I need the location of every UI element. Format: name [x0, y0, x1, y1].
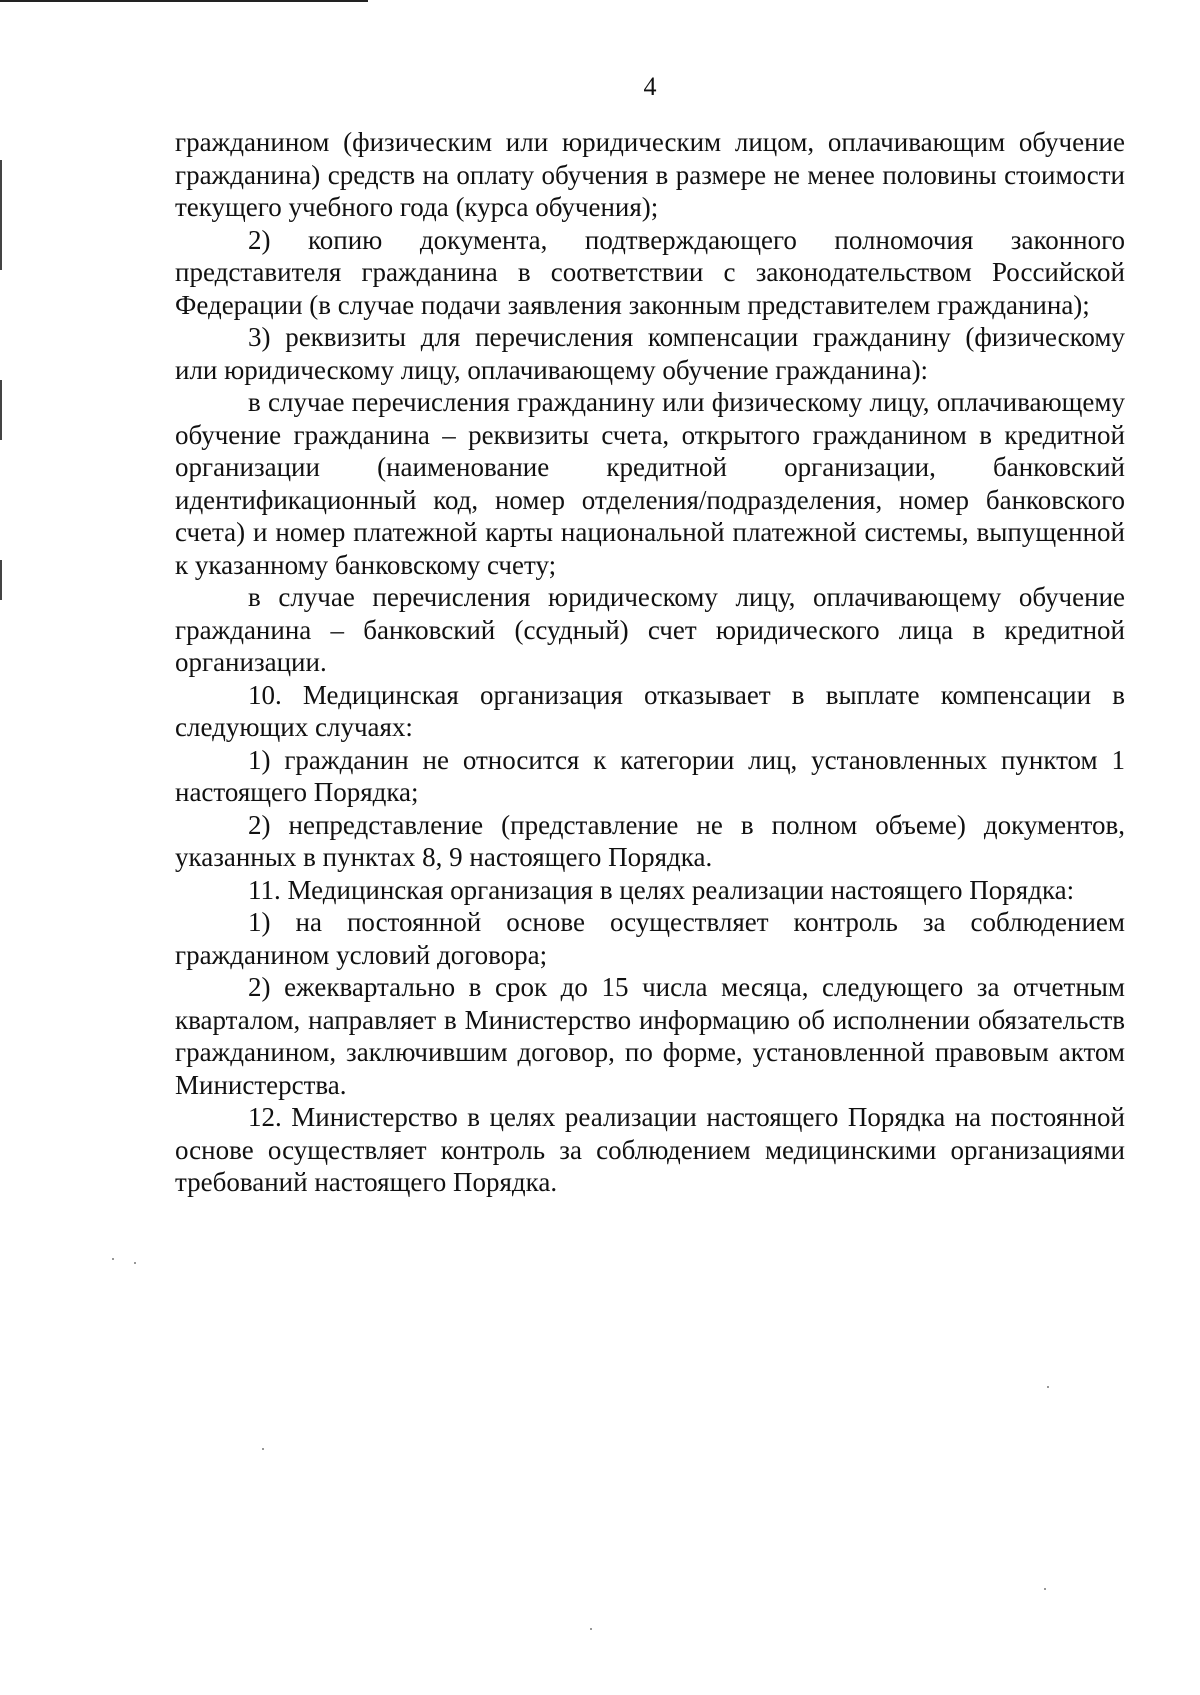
paragraph: 2) непредставление (представление не в полном объеме) документов, указанных в пунктах 8, 9 настоящего Порядка. [175, 809, 1125, 872]
paragraph: 2) копию документа, подтверждающего полномочия законного представителя гражданина в соответствии с законодательством Российской Федерации (в случае подачи заявления законным представителем гражданина); [175, 224, 1125, 320]
paragraph: 12. Министерство в целях реализации настоящего Порядка на постоянной основе осуществляет контроль за соблюдением медицинскими организациями требований настоящего Порядка. [175, 1102, 1125, 1197]
paragraph: 11. Медицинская организация в целях реализации настоящего Порядка: [248, 874, 1075, 905]
scan-speck [1044, 1588, 1046, 1590]
paragraph: 3) реквизиты для перечисления компенсации гражданину (физическому или юридическому лицу, оплачивающему обучение гражданина): [175, 322, 1125, 385]
paragraph: 10. Медицинская организация отказывает в выплате компенсации в следующих случаях: [175, 679, 1125, 742]
paragraph: 1) гражданин не относится к категории лиц, установленных пунктом 1 настоящего Порядка; [175, 744, 1125, 807]
scan-speck [134, 1262, 136, 1264]
paragraph: 1) на постоянной основе осуществляет контроль за соблюдением гражданином условий договора; [175, 907, 1125, 970]
paragraph: 2) ежеквартально в срок до 15 числа месяца, следующего за отчетным кварталом, направляет в Министерство информацию об исполнении обязательств гражданином, заключившим договор, по форме, установленной правовым актом Министерства. [175, 972, 1125, 1100]
scan-edge-left [0, 160, 2, 270]
paragraph: гражданином (физическим или юридическим лицом, оплачивающим обучение гражданина) средств на оплату обучения в размере не менее половины стоимости текущего учебного года (курса обучения); [175, 127, 1125, 222]
scan-speck [590, 1628, 592, 1630]
paragraph: в случае перечисления юридическому лицу, оплачивающему обучение гражданина – банковский (ссудный) счет юридического лица в кредитной организации. [175, 582, 1125, 677]
scan-edge-left [0, 380, 2, 440]
paragraph: в случае перечисления гражданину или физическому лицу, оплачивающему обучение гражданина – реквизиты счета, открытого гражданином в кредитной организации (наименование кредитной организации, банковский идентификационный код, номер отделения/подразделения, номер банковского счета) и номер платежной карты национальной платежной системы, выпущенной к указанному банковскому счету; [175, 387, 1125, 580]
scan-edge-top [0, 0, 368, 2]
scan-speck [1047, 1386, 1049, 1388]
page-number: 4 [643, 72, 657, 101]
scan-speck [262, 1448, 264, 1450]
document-body [175, 126, 1125, 1199]
scan-speck [112, 1258, 114, 1260]
scan-edge-left [0, 560, 2, 600]
